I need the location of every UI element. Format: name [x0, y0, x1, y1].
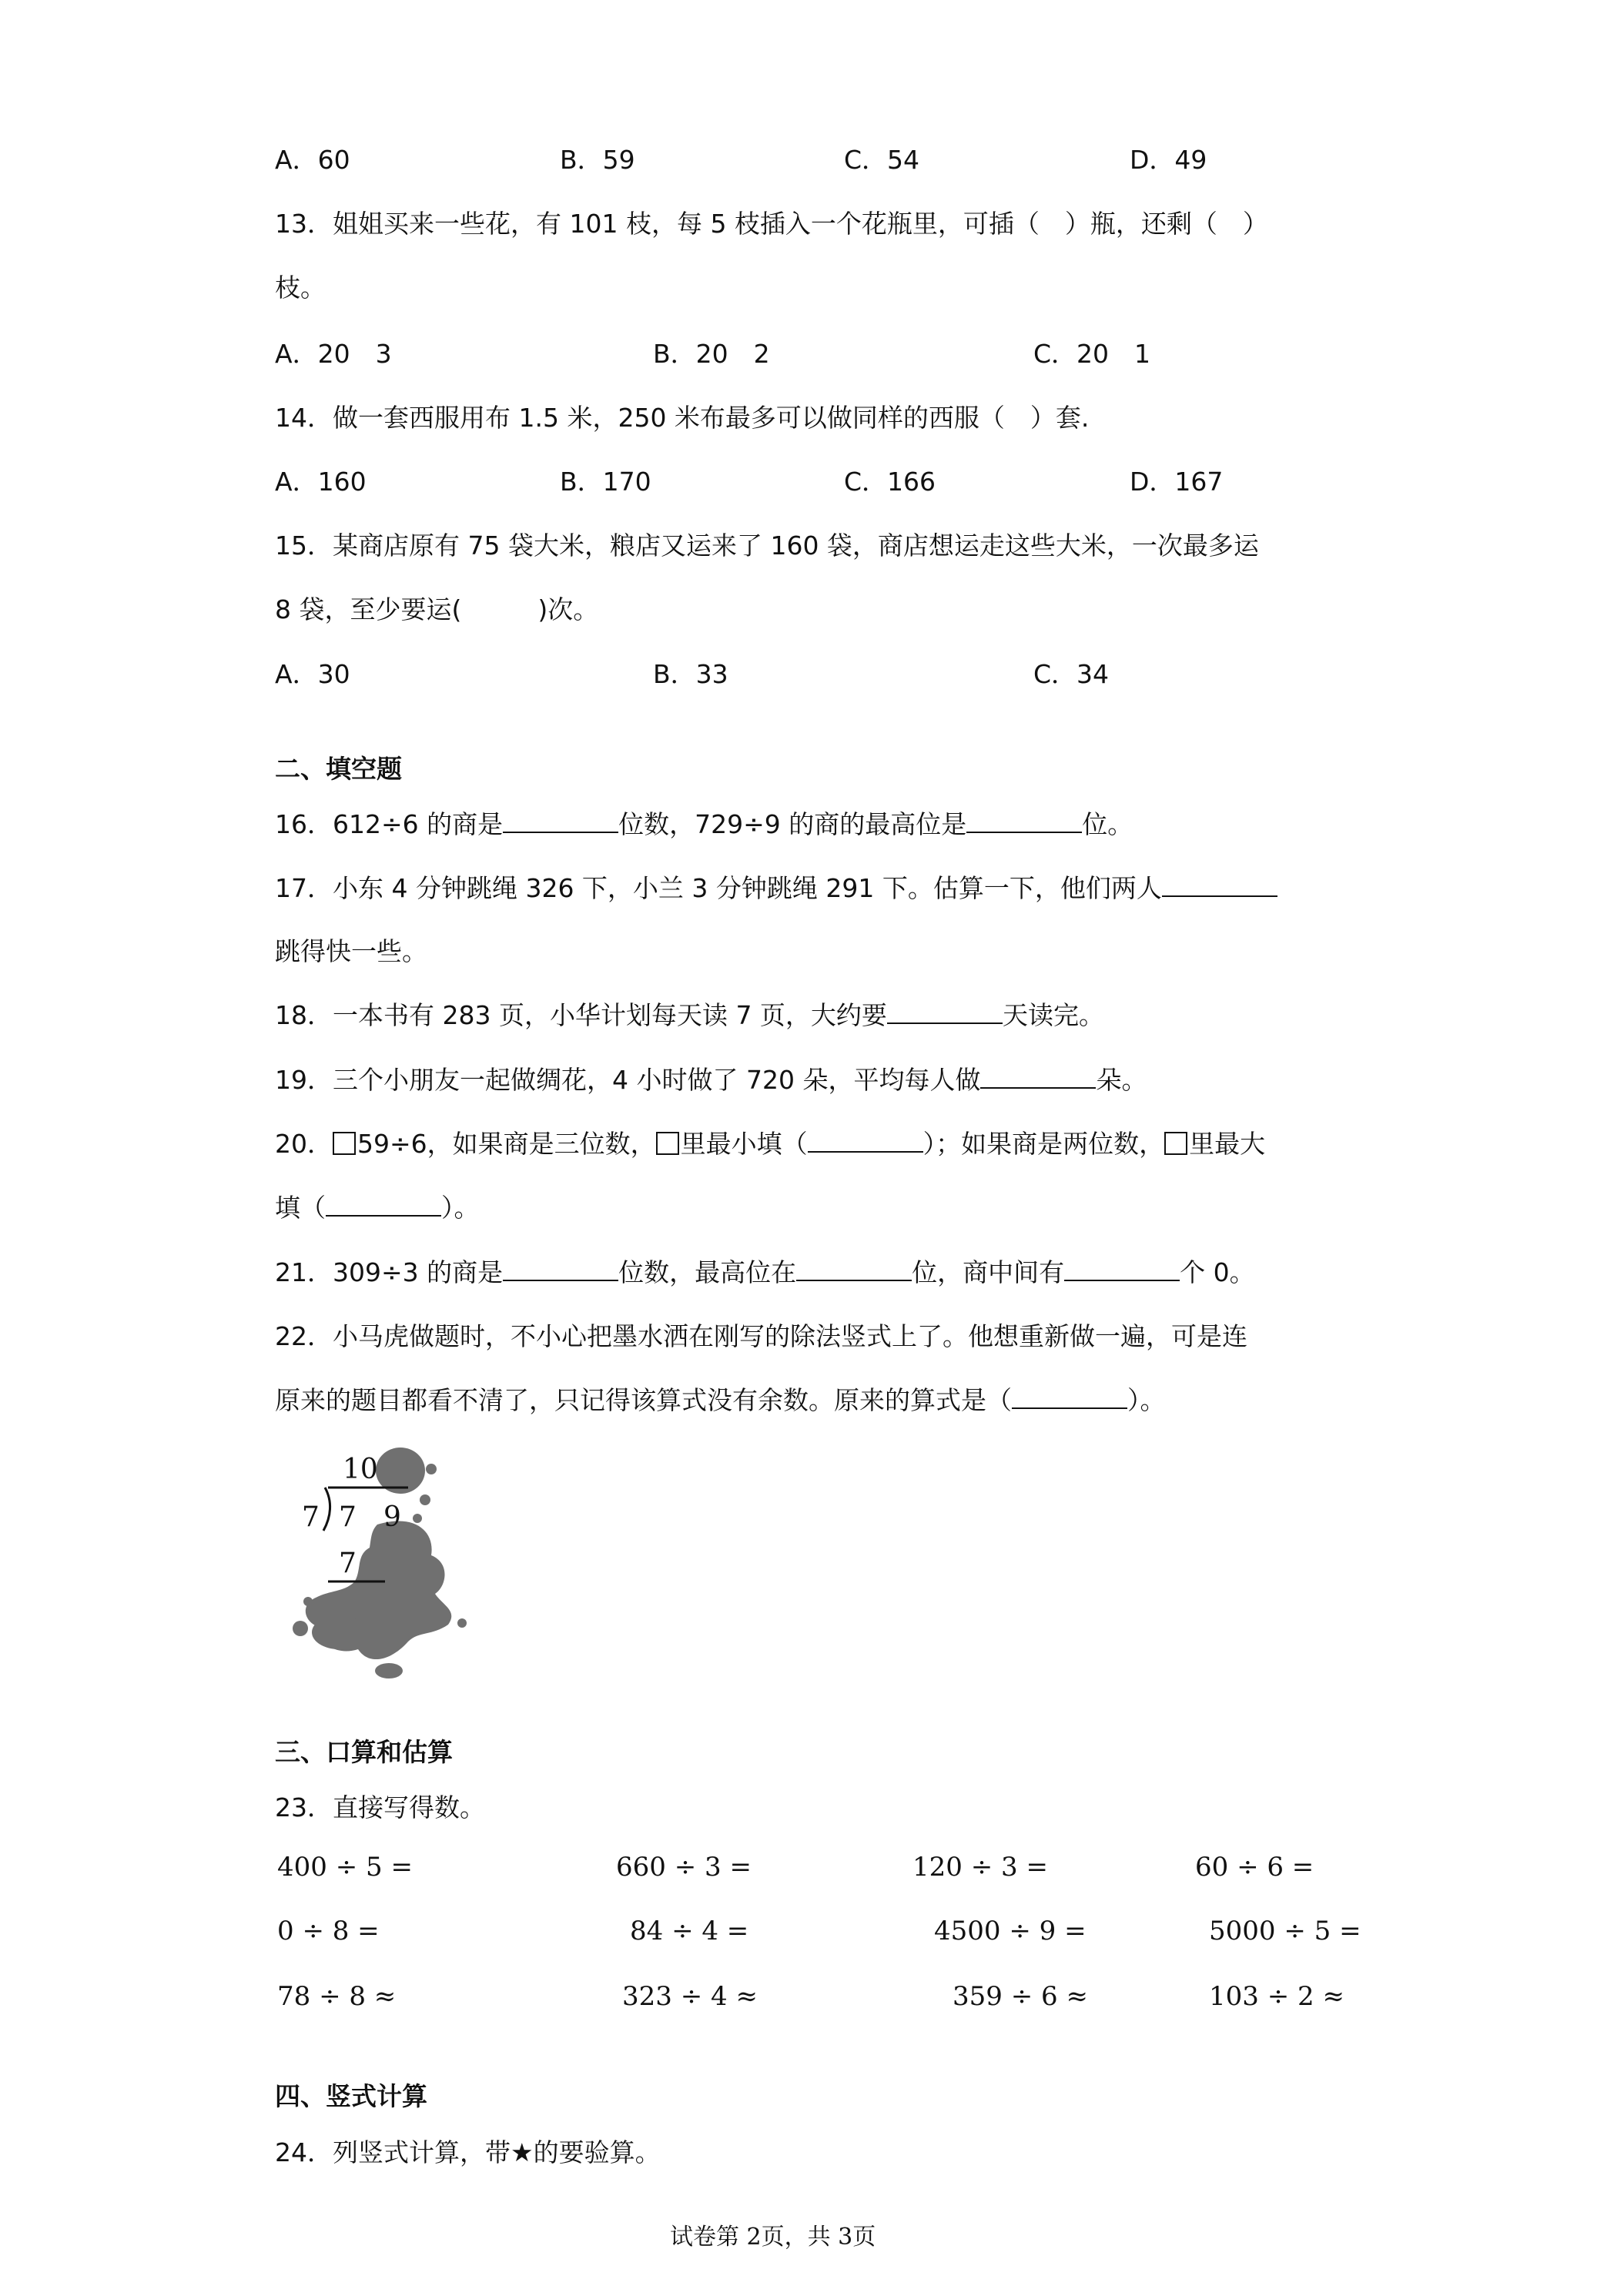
- q17-part-a: 17．小东 4 分钟跳绳 326 下，小兰 3 分钟跳绳 291 下。估算一下，他们两人: [275, 873, 1162, 903]
- q12-option-a: A．60: [275, 145, 350, 175]
- q13-option-c: C．20 1: [1033, 339, 1151, 369]
- q18-blank[interactable]: [887, 999, 1003, 1024]
- dividend-last-digit: 9: [383, 1501, 401, 1533]
- dividend-first-digit: 7: [339, 1501, 357, 1533]
- q12-option-d: D．49: [1130, 145, 1207, 175]
- q24-title: 24．列竖式计算，带★的要验算。: [275, 2137, 661, 2167]
- q20-blank-1[interactable]: [808, 1128, 923, 1153]
- q22-part-a: 原来的题目都看不清了，只记得该算式没有余数。原来的算式是（: [275, 1385, 1012, 1415]
- section3-heading: 三、口算和估算: [275, 1737, 453, 1767]
- q20-text-line1: [275, 1124, 1265, 1160]
- quotient-digits: 10: [343, 1454, 378, 1485]
- calc-item: 660 ÷ 3 =: [616, 1852, 752, 1883]
- ink-blot-division-figure: [285, 1440, 470, 1678]
- box-symbol: [1164, 1132, 1187, 1155]
- q15-text-line1: 15．某商店原有 75 袋大米，粮店又运来了 160 袋，商店想运走这些大米，一次最多运: [275, 530, 1259, 561]
- q19-text: [275, 1060, 1147, 1096]
- q19-part-a: 19．三个小朋友一起做绸花，4 小时做了 720 朵，平均每人做: [275, 1065, 981, 1095]
- q16-part-a: 16．612÷6 的商是: [275, 809, 504, 839]
- calc-item: 359 ÷ 6 ≈: [953, 1981, 1088, 2012]
- q20-blank-2[interactable]: [326, 1192, 441, 1217]
- calc-item: 0 ÷ 8 =: [277, 1916, 380, 1946]
- q21-part-c: 位，商中间有: [912, 1257, 1065, 1287]
- q20-part-a: 20．: [275, 1129, 333, 1159]
- partial-product-digit: 7: [339, 1548, 357, 1579]
- page-footer: 试卷第 2页，共 3页: [670, 2224, 876, 2251]
- calc-item: 78 ÷ 8 ≈: [277, 1981, 397, 2012]
- q20-part-g: ）。: [441, 1193, 480, 1223]
- calc-item: 60 ÷ 6 =: [1195, 1852, 1314, 1883]
- q21-blank-3[interactable]: [1064, 1257, 1180, 1281]
- q14-option-d: D．167: [1130, 467, 1224, 497]
- box-symbol: [333, 1132, 356, 1155]
- q14-text: 14．做一套西服用布 1.5 米，250 米布最多可以做同样的西服（ ）套.: [275, 403, 1090, 433]
- q14-option-b: B．170: [560, 467, 651, 497]
- box-symbol: [656, 1132, 679, 1155]
- q18-text: [275, 996, 1104, 1032]
- calc-item: 120 ÷ 3 =: [912, 1852, 1048, 1883]
- q16-blank-1[interactable]: [503, 808, 618, 833]
- calc-item: 400 ÷ 5 =: [277, 1852, 413, 1883]
- q19-part-b: 朵。: [1096, 1065, 1147, 1095]
- q20-part-f: 填（: [275, 1193, 326, 1223]
- section4-heading: 四、竖式计算: [275, 2081, 427, 2111]
- q12-option-b: B．59: [560, 145, 635, 175]
- q18-part-a: 18．一本书有 283 页，小华计划每天读 7 页，大约要: [275, 1000, 887, 1030]
- q14-option-c: C．166: [844, 467, 936, 497]
- q16-blank-2[interactable]: [966, 808, 1082, 833]
- q20-text-line2: [275, 1188, 480, 1224]
- q16-text: [275, 805, 1133, 841]
- q17-text-line2: 跳得快一些。: [275, 936, 427, 966]
- q13-text-line1: 13．姐姐买来一些花，有 101 枝，每 5 枝插入一个花瓶里，可插（ ）瓶，还剩（ ）: [275, 209, 1268, 239]
- section2-heading: 二、填空题: [275, 754, 402, 784]
- q21-text: [275, 1253, 1255, 1289]
- q17-blank[interactable]: [1162, 872, 1277, 897]
- q18-part-b: 天读完。: [1002, 1000, 1104, 1030]
- q22-text-line1: 22．小马虎做题时，不小心把墨水洒在刚写的除法竖式上了。他想重新做一遍，可是连: [275, 1321, 1247, 1351]
- calc-item: 323 ÷ 4 ≈: [622, 1981, 758, 2012]
- q13-option-a: A．20 3: [275, 339, 392, 369]
- calc-item: 4500 ÷ 9 =: [934, 1916, 1087, 1946]
- q19-blank[interactable]: [980, 1064, 1096, 1089]
- q20-part-b: 59÷6，如果商是三位数，: [357, 1129, 656, 1159]
- q22-part-b: ）。: [1127, 1385, 1166, 1415]
- q17-text-line1: [275, 869, 1277, 905]
- q21-part-b: 位数，最高位在: [618, 1257, 797, 1287]
- q23-title: 23．直接写得数。: [275, 1792, 485, 1822]
- calc-item: 103 ÷ 2 ≈: [1209, 1981, 1344, 2012]
- q21-part-d: 个 0。: [1180, 1257, 1255, 1287]
- q15-option-b: B．33: [653, 659, 728, 689]
- q12-option-c: C．54: [844, 145, 920, 175]
- q21-blank-1[interactable]: [503, 1257, 618, 1281]
- calc-item: 84 ÷ 4 =: [630, 1916, 749, 1946]
- q13-option-b: B．20 2: [653, 339, 770, 369]
- q15-text-line2: 8 袋，至少要运( )次。: [275, 594, 599, 624]
- q22-text-line2: [275, 1381, 1166, 1417]
- q21-part-a: 21．309÷3 的商是: [275, 1257, 504, 1287]
- q16-part-c: 位。: [1082, 809, 1133, 839]
- calc-item: 5000 ÷ 5 =: [1209, 1916, 1361, 1946]
- q15-option-a: A．30: [275, 659, 350, 689]
- divisor-digit: 7: [302, 1501, 320, 1533]
- q13-text-line2: 枝。: [275, 273, 326, 303]
- q15-option-c: C．34: [1033, 659, 1110, 689]
- q20-part-e: 里最大: [1189, 1129, 1266, 1159]
- q22-blank[interactable]: [1012, 1384, 1127, 1409]
- ink-blot: [293, 1448, 467, 1678]
- q20-part-c: 里最小填（: [680, 1129, 808, 1159]
- q14-option-a: A．160: [275, 467, 367, 497]
- q21-blank-2[interactable]: [796, 1257, 912, 1281]
- q16-part-b: 位数，729÷9 的商的最高位是: [618, 809, 967, 839]
- q20-part-d: ）；如果商是两位数，: [922, 1129, 1165, 1159]
- division-bracket: [323, 1488, 330, 1531]
